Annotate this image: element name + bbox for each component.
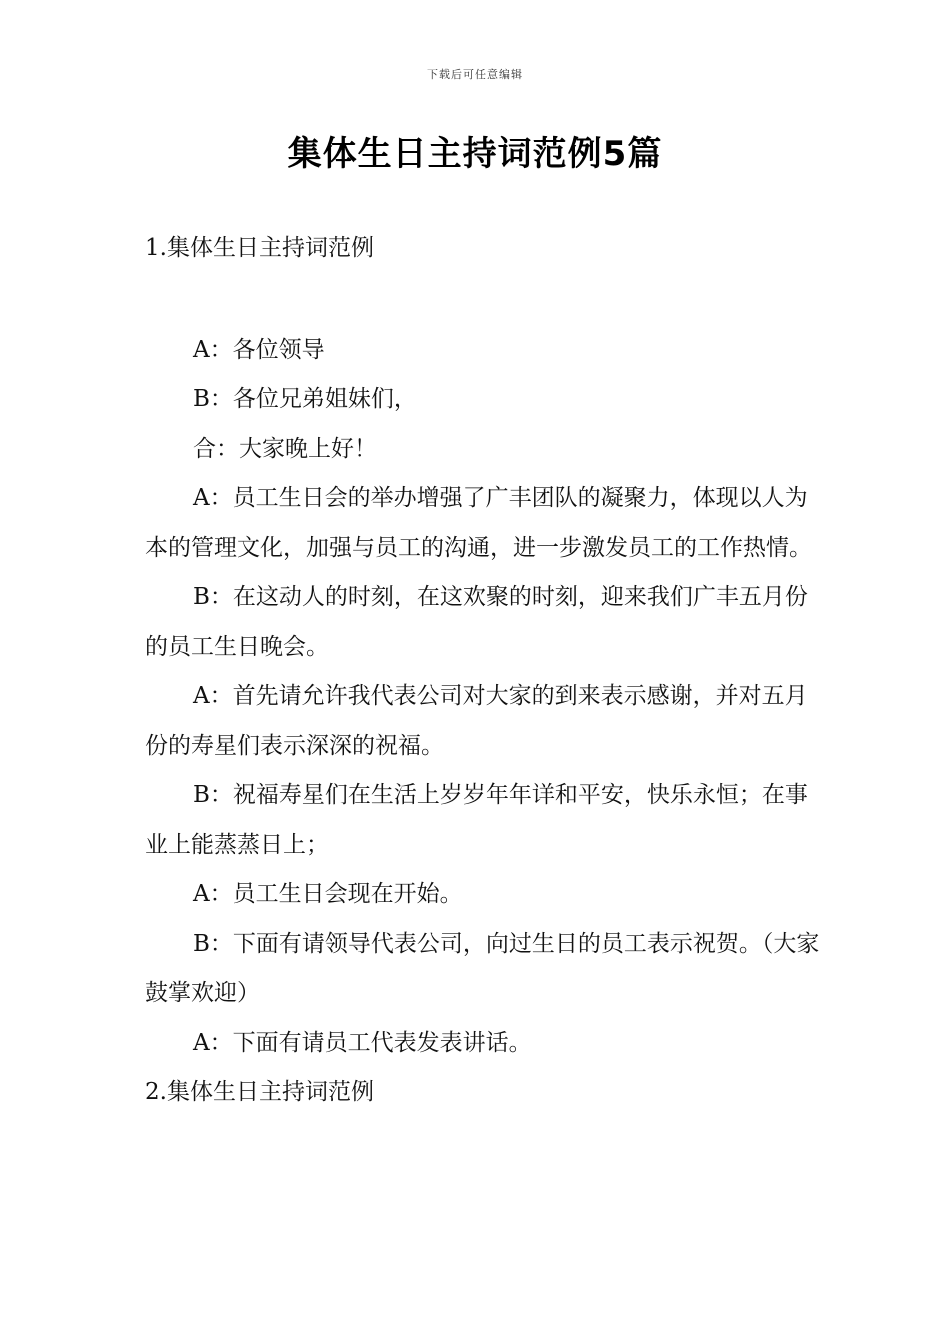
paragraph: B：在这动人的时刻，在这欢聚的时刻，迎来我们广丰五月份的员工生日晚会。: [145, 584, 808, 660]
paragraph: 合：大家晚上好！: [193, 435, 377, 462]
paragraph: A：首先请允许我代表公司对大家的到来表示感谢，并对五月份的寿星们表示深深的祝福。: [145, 683, 808, 759]
document-title: 集体生日主持词范例5篇: [287, 134, 663, 174]
section-heading: 2.集体生日主持词范例: [145, 1079, 374, 1105]
paragraph: A：下面有请员工代表发表讲话。: [193, 1029, 532, 1056]
paragraph: A：员工生日会现在开始。: [193, 881, 463, 907]
paragraph: B：各位兄弟姐妹们，: [193, 386, 417, 412]
paragraph: B：祝福寿星们在生活上岁岁年年详和平安，快乐永恒；在事业上能蒸蒸日上；: [145, 782, 808, 858]
paragraph: A：员工生日会的举办增强了广丰团队的凝聚力，体现以人为本的管理文化，加强与员工的沟通，进一步激发员工的工作热情。: [145, 485, 812, 561]
section-heading: 1.集体生日主持词范例: [145, 235, 374, 261]
paragraph: A：各位领导: [193, 336, 325, 363]
header-note: 下载后可任意编辑: [427, 68, 523, 81]
paragraph: B：下面有请领导代表公司，向过生日的员工表示祝贺。（大家鼓掌欢迎）: [145, 930, 820, 1006]
document-body: [145, 224, 820, 1118]
